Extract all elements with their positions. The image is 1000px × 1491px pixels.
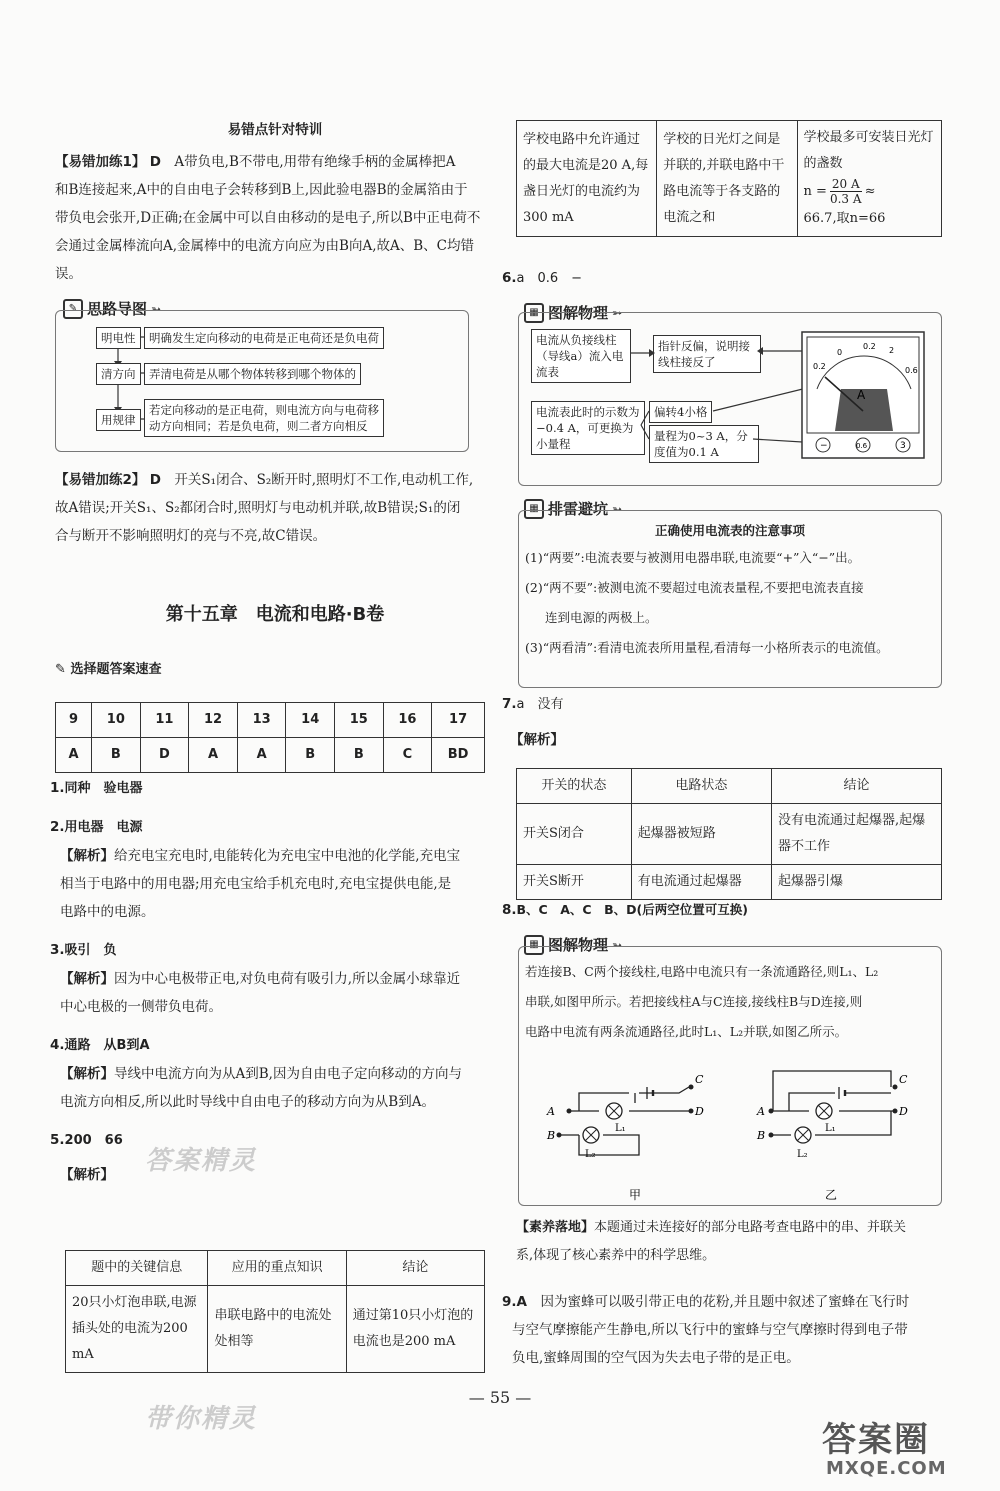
table-cell: 有电流通过起爆器	[631, 865, 771, 900]
answer-number-cell: 12	[189, 703, 238, 738]
circuit-diagrams	[519, 1059, 941, 1205]
mindmap-text: 弄清电荷是从哪个物体转移到哪个物体的	[144, 363, 361, 385]
table-header: 题中的关键信息	[66, 1251, 208, 1286]
table-cell: 开关S断开	[517, 865, 632, 900]
arrow-tail-icon: ➳	[151, 301, 162, 316]
table-header: 电路状态	[631, 769, 771, 804]
mindmap-text: 明确发生定向移动的电荷是正电荷还是负电荷	[144, 327, 384, 349]
diagram2-line: 若连接B、C两个接线柱,电路中电流只有一条流通路径,则L₁、L₂	[525, 964, 879, 979]
table-cell: 学校电路中允许通过的最大电流是20 A,每盏日光灯的电流约为300 mA	[517, 121, 657, 237]
q9-block	[502, 1288, 947, 1372]
q2-answer: 用电器 电源	[64, 820, 143, 835]
map-icon: ✎	[63, 299, 83, 319]
answers-value-row	[56, 738, 485, 773]
ex1-block	[55, 148, 495, 288]
ex2-line: 故A错误;开关S₁、S₂都闭合时,照明灯与电动机并联,故B错误;S₁的闭	[55, 500, 461, 516]
q4-jiexi-label: 【解析】	[60, 1066, 114, 1082]
answer-value-cell: BD	[432, 738, 485, 773]
diagram1-box	[518, 312, 942, 486]
q3-number: 3.	[50, 942, 65, 958]
grid-icon: ▦	[524, 499, 544, 519]
terminal-label: D	[695, 1105, 704, 1118]
q5-table	[65, 1250, 485, 1373]
lamp-label: L₂	[585, 1149, 596, 1160]
formula-text: ≈	[864, 183, 876, 199]
q4-line: 电流方向相反,所以此时导线中自由电子的移动方向为从B到A。	[60, 1094, 435, 1110]
diagram1-note: 偏转4小格	[649, 401, 712, 423]
q7-table	[516, 768, 942, 900]
page-number: — 55 —	[468, 1388, 532, 1407]
table-cell: 学校的日光灯之间是并联的,并联电路中干路电流等于各支路的电流之和	[657, 121, 797, 237]
answer-value-cell: B	[286, 738, 335, 773]
q3-jiexi-label: 【解析】	[60, 971, 114, 987]
ex2-line: 开关S₁闭合、S₂断开时,照明灯不工作,电动机工作,	[174, 472, 474, 488]
watermark: 带你精灵	[145, 1404, 258, 1434]
fraction	[830, 177, 862, 206]
quick-check-header	[55, 658, 161, 677]
tips-box	[518, 510, 942, 688]
ex2-answer: D	[149, 472, 161, 488]
ex1-label: 【易错加练1】	[55, 154, 146, 170]
mindmap-text: 若定向移动的是正电荷，则电流方向与电荷移	[149, 403, 379, 417]
tips-line: (1)“两要”:电流表要与被测用电器串联,电流要“+”入“−”出。	[525, 550, 861, 565]
diagram2-line: 电路中电流有两条流通路径,此时L₁、L₂并联,如图乙所示。	[525, 1024, 848, 1039]
q7-jiexi-label: 【解析】	[510, 732, 564, 748]
table-header: 应用的重点知识	[208, 1251, 346, 1286]
fraction-numerator: 20 A	[831, 177, 860, 191]
pencil-icon: ✎	[55, 662, 66, 677]
answer-number-cell: 9	[56, 703, 92, 738]
diagram-icon: ▦	[524, 935, 544, 955]
ex1-line: 和B连接起来,A中的自由电子会转移到B上,因此验电器B的金属箔由于	[55, 182, 468, 198]
mindmap-node: 用规律	[96, 409, 141, 431]
diagram1-note: 电流从负接线柱（导线a）流入电流表	[531, 329, 631, 383]
terminal-label: C	[899, 1073, 908, 1086]
answer-number-cell: 11	[140, 703, 189, 738]
figure-caption: 甲	[629, 1188, 642, 1202]
answer-value-cell: A	[56, 738, 92, 773]
arrow-tail-icon: ➳	[612, 501, 623, 516]
meter-tick: 0.6	[905, 366, 918, 375]
site-url: MXQE.COM	[826, 1458, 947, 1479]
q5-jiexi-label: 【解析】	[60, 1167, 114, 1183]
meter-tick: 0.2	[863, 342, 876, 351]
suyang-line: 本题通过未连接好的部分电路考查电路中的串、并联关	[594, 1220, 907, 1235]
terminal-label: D	[899, 1105, 908, 1118]
lamp-label: L₂	[797, 1149, 808, 1160]
lamp-label: L₁	[615, 1123, 626, 1134]
ex1-line: 带负电会张开,D正确;在金属中可以自由移动的是电子,所以B中正电荷不	[55, 210, 481, 226]
q8-answer: B、C A、C B、D(后两空位置可互换)	[516, 902, 748, 917]
q9-line: 负电,蜜蜂周围的空气因为失去电子带的是正电。	[512, 1350, 800, 1366]
watermark: 答案精灵	[145, 1146, 258, 1176]
q5-continued-table	[516, 120, 942, 237]
q2-line: 电路中的电源。	[60, 904, 155, 920]
diagram2-title: 图解物理	[548, 936, 609, 954]
answer-number-cell: 17	[432, 703, 485, 738]
table-header: 结论	[346, 1251, 484, 1286]
answers-number-row	[56, 703, 485, 738]
tips-subtitle: 正确使用电流表的注意事项	[654, 523, 805, 538]
answer-value-cell: B	[92, 738, 141, 773]
diagram1-title: 图解物理	[548, 304, 609, 322]
meter-terminal: 0.6	[856, 442, 868, 450]
fraction-denominator: 0.3 A	[829, 192, 862, 206]
formula-text: 66.7,取n=66	[803, 211, 886, 226]
terminal-label: A	[757, 1105, 765, 1118]
meter-terminal: −	[820, 441, 828, 451]
table-cell-formula	[797, 121, 942, 237]
ex2-line: 合与断开不影响照明灯的亮与不亮,故C错误。	[55, 528, 327, 544]
ex1-answer: D	[149, 154, 161, 170]
suyang-line: 系,体现了核心素养中的科学思维。	[516, 1248, 716, 1263]
diagram-icon: ▦	[524, 303, 544, 323]
q1-number: 1.	[50, 780, 65, 796]
table-cell: 串联电路中的电流处处相等	[208, 1286, 346, 1373]
tips-line: 连到电源的两极上。	[545, 610, 658, 625]
q3-answer: 吸引 负	[64, 943, 117, 958]
answer-value-cell: D	[140, 738, 189, 773]
table-cell: 没有电流通过起爆器,起爆器不工作	[772, 804, 942, 865]
diagram2-box	[518, 946, 942, 1206]
formula-text: n =	[803, 183, 827, 199]
q2-line: 相当于电路中的用电器;用充电宝给手机充电时,充电宝提供电能,是	[60, 876, 452, 892]
q1-q4-block	[50, 774, 495, 1189]
section-title: 易错点针对特训	[227, 122, 323, 138]
q1-answer: 同种 验电器	[64, 781, 143, 796]
meter-unit: A	[857, 388, 866, 402]
terminal-label: B	[757, 1129, 766, 1142]
mindmap-box	[55, 310, 469, 452]
q2-jiexi-label: 【解析】	[60, 848, 114, 864]
answers-table	[55, 702, 485, 773]
answer-number-cell: 13	[237, 703, 286, 738]
ex2-block	[55, 466, 495, 550]
figure-caption: 乙	[825, 1188, 838, 1202]
ammeter-icon	[801, 331, 925, 461]
table-cell: 开关S闭合	[517, 804, 632, 865]
terminal-label: A	[547, 1105, 555, 1118]
ex1-line: A带负电,B不带电,用带有绝缘手柄的金属棒把A	[174, 154, 456, 170]
table-cell: 起爆器引爆	[772, 865, 942, 900]
tips-line: (2)“两不要”:被测电流不要超过电流表量程,不要把电流表直接	[525, 580, 864, 595]
q9-line: 与空气摩擦能产生静电,所以飞行中的蜜蜂与空气摩擦时得到电子带	[512, 1322, 908, 1338]
mindmap-node: 明电性	[96, 327, 141, 349]
meter-terminal: 3	[900, 441, 906, 451]
table-header: 结论	[772, 769, 942, 804]
meter-tick: 0.2	[813, 362, 826, 371]
mindmap-node: 清方向	[96, 363, 141, 385]
table-cell: 起爆器被短路	[631, 804, 771, 865]
q2-number: 2.	[50, 819, 65, 835]
q9-number: 9.	[502, 1294, 517, 1310]
terminal-label: C	[695, 1073, 704, 1086]
q7-answer: a 没有	[516, 697, 564, 712]
lamp-label: L₁	[825, 1123, 836, 1134]
suyang-label: 【素养落地】	[516, 1220, 595, 1235]
meter-tick: 0	[837, 348, 843, 357]
answer-value-cell: B	[335, 738, 384, 773]
q6-answer: a 0.6 −	[516, 271, 583, 286]
ex2-label: 【易错加练2】	[55, 472, 146, 488]
q4-line: 导线中电流方向为从A到B,因为自由电子定向移动的方向与	[114, 1066, 462, 1082]
diagram2-line: 串联,如图甲所示。若把接线柱A与C连接,接线柱B与D连接,则	[525, 994, 863, 1009]
chapter-title: 第十五章 电流和电路·B卷	[165, 604, 385, 625]
table-cell: 通过第10只小灯泡的电流也是200 mA	[346, 1286, 484, 1373]
table-header: 开关的状态	[517, 769, 632, 804]
q3-line: 因为中心电极带正电,对负电荷有吸引力,所以金属小球靠近	[114, 971, 461, 987]
answer-number-cell: 16	[383, 703, 432, 738]
mindmap-title: 思路导图	[87, 300, 148, 318]
q4-answer: 通路 从B到A	[64, 1038, 150, 1053]
q8-number: 8.	[502, 902, 517, 918]
answer-number-cell: 14	[286, 703, 335, 738]
answer-number-cell: 15	[335, 703, 384, 738]
arrow-tail-icon: ➳	[612, 937, 623, 952]
q5-number: 5.	[50, 1132, 65, 1148]
answer-value-cell: C	[383, 738, 432, 773]
mindmap-text: 动方向相同；若是负电荷，则二者方向相反	[149, 419, 368, 433]
formula-text: 学校最多可安装日光灯的盏数	[803, 130, 934, 171]
meter-tick: 2	[889, 346, 895, 355]
table-cell: 20只小灯泡串联,电源插头处的电流为200 mA	[66, 1286, 208, 1373]
diagram1-note: 量程为0~3 A，分度值为0.1 A	[649, 425, 759, 463]
site-logo: 答案圈	[822, 1420, 930, 1460]
answer-value-cell: A	[189, 738, 238, 773]
ex1-line: 会通过金属棒流向A,金属棒中的电流方向应为由B向A,故A、B、C均错误。	[55, 238, 475, 282]
q7-number: 7.	[502, 696, 517, 712]
mindmap-text-block	[144, 399, 384, 437]
q6-number: 6.	[502, 270, 517, 286]
quick-check-title: 选择题答案速查	[70, 662, 162, 677]
diagram1-note: 指针反偏，说明接线柱接反了	[653, 335, 761, 373]
tips-line: (3)“两看清”:看清电流表所用量程,看清每一小格所表示的电流值。	[525, 640, 889, 655]
answer-number-cell: 10	[92, 703, 141, 738]
q5-answer: 200 66	[64, 1133, 123, 1148]
tips-title: 排雷避坑	[548, 500, 609, 518]
arrow-tail-icon: ➳	[612, 305, 623, 320]
diagram1-note: 电流表此时的示数为−0.4 A，可更换为小量程	[531, 401, 645, 455]
q3-line: 中心电极的一侧带负电荷。	[60, 999, 222, 1015]
q9-answer: A	[516, 1294, 527, 1310]
terminal-label: B	[547, 1129, 556, 1142]
q9-line: 因为蜜蜂可以吸引带正电的花粉,并且题中叙述了蜜蜂在飞行时	[540, 1294, 910, 1310]
q2-line: 给充电宝充电时,电能转化为充电宝中电池的化学能,充电宝	[114, 848, 461, 864]
q4-number: 4.	[50, 1037, 65, 1053]
suyang-block	[516, 1214, 946, 1270]
answer-value-cell: A	[237, 738, 286, 773]
